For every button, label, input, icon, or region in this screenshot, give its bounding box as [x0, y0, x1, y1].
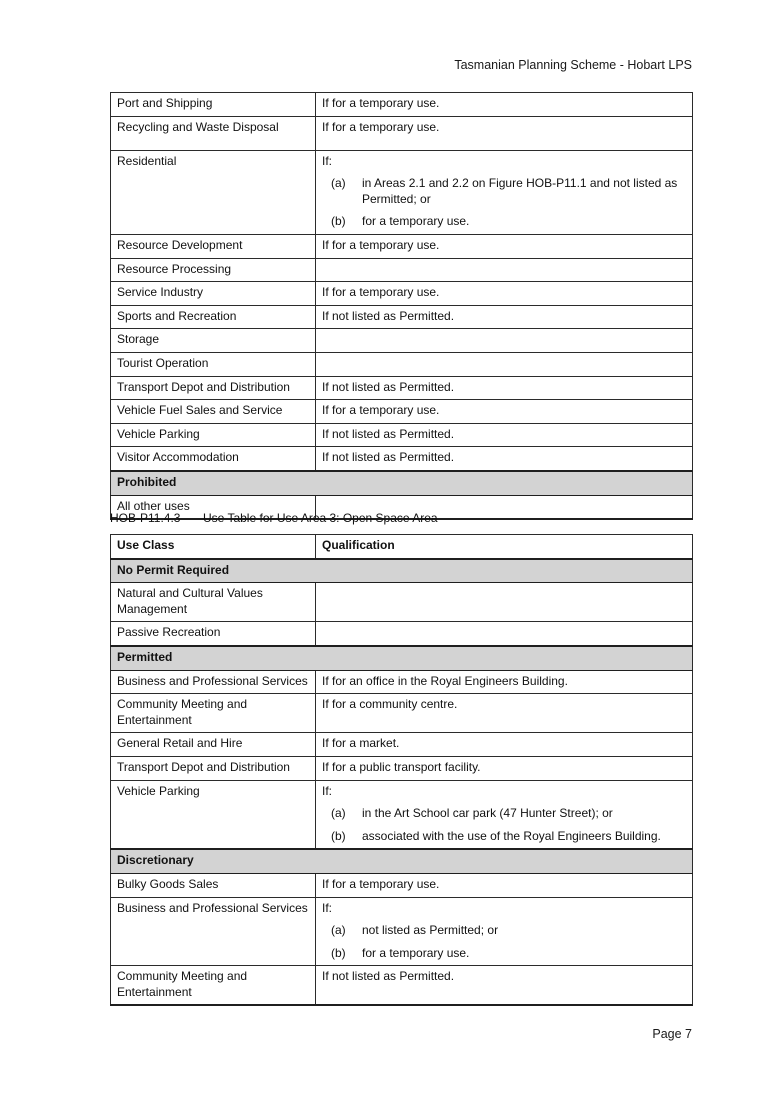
qualification-item	[331, 176, 686, 207]
qualification-cell	[316, 622, 693, 646]
item-label: (b)	[331, 945, 346, 960]
section-header-label: No Permit Required	[111, 559, 693, 583]
item-text: for a temporary use.	[362, 214, 470, 229]
qualification-intro: If:	[322, 900, 333, 915]
section-header-row	[111, 849, 693, 873]
qualification-cell	[316, 780, 693, 849]
qualification-item	[331, 829, 686, 845]
qualification-cell: If not listed as Permitted.	[316, 305, 693, 329]
table-row	[111, 756, 693, 780]
page-number: Page 7	[652, 1027, 692, 1041]
qualification-column-header: Qualification	[316, 535, 693, 559]
qualification-cell: If for a market.	[316, 733, 693, 757]
table-row	[111, 583, 693, 622]
item-label: (a)	[331, 176, 346, 191]
use-class-cell: Community Meeting and Entertainment	[111, 966, 316, 1006]
use-class-cell: All other uses	[111, 495, 316, 519]
qualification-cell: If for a temporary use.	[316, 873, 693, 897]
qualification-item	[331, 946, 686, 962]
table-row	[111, 258, 693, 282]
qualification-cell: If for a temporary use.	[316, 282, 693, 306]
column-header-row	[111, 535, 693, 559]
document-header-title: Tasmanian Planning Scheme - Hobart LPS	[454, 58, 692, 72]
qualification-cell: If not listed as Permitted.	[316, 966, 693, 1006]
qualification-cell: If for a temporary use.	[316, 400, 693, 424]
qualification-cell: If for a community centre.	[316, 694, 693, 733]
item-text: in the Art School car park (47 Hunter Street); or	[362, 806, 613, 821]
use-class-cell: Transport Depot and Distribution	[111, 756, 316, 780]
table-row	[111, 150, 693, 234]
use-class-cell: Resource Processing	[111, 258, 316, 282]
caption-title: Use Table for Use Area 3: Open Space Area	[203, 511, 438, 525]
section-header-label: Discretionary	[111, 849, 693, 873]
use-table-open-space-area	[110, 534, 693, 1006]
use-class-cell: Resource Development	[111, 234, 316, 258]
qualification-cell	[316, 329, 693, 353]
table-row	[111, 234, 693, 258]
table-row	[111, 733, 693, 757]
use-class-cell: Transport Depot and Distribution	[111, 376, 316, 400]
item-text: for a temporary use.	[362, 945, 470, 960]
table-row	[111, 423, 693, 447]
section-header-label: Permitted	[111, 646, 693, 670]
qualification-cell	[316, 150, 693, 234]
use-class-cell: Vehicle Parking	[111, 423, 316, 447]
qualification-cell	[316, 352, 693, 376]
qualification-intro: If:	[322, 153, 333, 168]
use-class-cell: Bulky Goods Sales	[111, 873, 316, 897]
qualification-cell: If for a temporary use.	[316, 234, 693, 258]
item-label: (a)	[331, 806, 346, 821]
table-row	[111, 873, 693, 897]
clause-number: HOB-P11.4.3	[110, 511, 181, 525]
qualification-cell: If for an office in the Royal Engineers Building.	[316, 670, 693, 694]
table-row	[111, 966, 693, 1006]
use-class-cell: Storage	[111, 329, 316, 353]
use-class-cell: Residential	[111, 150, 316, 234]
qualification-cell: If for a temporary use.	[316, 116, 693, 150]
table-row	[111, 329, 693, 353]
table-row	[111, 305, 693, 329]
use-class-cell: Recycling and Waste Disposal	[111, 116, 316, 150]
section-header-row	[111, 559, 693, 583]
table-row	[111, 780, 693, 849]
use-class-cell: Tourist Operation	[111, 352, 316, 376]
qualification-cell	[316, 583, 693, 622]
section-header-row	[111, 471, 693, 495]
table-caption	[110, 511, 692, 525]
qualification-cell: If not listed as Permitted.	[316, 423, 693, 447]
item-label: (b)	[331, 828, 346, 843]
qualification-intro: If:	[322, 783, 333, 798]
use-class-column-header: Use Class	[111, 535, 316, 559]
qualification-item	[331, 214, 686, 230]
item-label: (b)	[331, 214, 346, 229]
table-row	[111, 897, 693, 966]
qualification-item	[331, 806, 686, 822]
use-class-cell: Business and Professional Services	[111, 670, 316, 694]
use-class-cell: Visitor Accommodation	[111, 447, 316, 471]
qualification-cell: If for a public transport facility.	[316, 756, 693, 780]
table-row	[111, 93, 693, 117]
qualification-cell	[316, 258, 693, 282]
qualification-cell: If for a temporary use.	[316, 93, 693, 117]
use-class-cell: Vehicle Parking	[111, 780, 316, 849]
item-text: not listed as Permitted; or	[362, 923, 499, 938]
table-row	[111, 447, 693, 471]
section-header-label: Prohibited	[111, 471, 693, 495]
table-row	[111, 670, 693, 694]
table-row	[111, 376, 693, 400]
use-class-cell: Sports and Recreation	[111, 305, 316, 329]
item-label: (a)	[331, 923, 346, 938]
item-text: in Areas 2.1 and 2.2 on Figure HOB-P11.1 and not listed as Permitted; or	[362, 176, 678, 206]
item-text: associated with the use of the Royal Engineers Building.	[362, 828, 661, 843]
table-row	[111, 282, 693, 306]
table-row	[111, 694, 693, 733]
use-table-continued	[110, 92, 693, 520]
use-class-cell: Community Meeting and Entertainment	[111, 694, 316, 733]
use-class-cell: General Retail and Hire	[111, 733, 316, 757]
qualification-item	[331, 923, 686, 939]
section-header-row	[111, 646, 693, 670]
use-class-cell: Service Industry	[111, 282, 316, 306]
use-class-cell: Natural and Cultural Values Management	[111, 583, 316, 622]
use-class-cell: Port and Shipping	[111, 93, 316, 117]
table-row	[111, 352, 693, 376]
qualification-cell: If not listed as Permitted.	[316, 376, 693, 400]
table-row	[111, 622, 693, 646]
table-row	[111, 116, 693, 150]
use-class-cell: Vehicle Fuel Sales and Service	[111, 400, 316, 424]
table-row	[111, 400, 693, 424]
qualification-cell	[316, 897, 693, 966]
use-class-cell: Passive Recreation	[111, 622, 316, 646]
use-class-cell: Business and Professional Services	[111, 897, 316, 966]
qualification-cell: If not listed as Permitted.	[316, 447, 693, 471]
